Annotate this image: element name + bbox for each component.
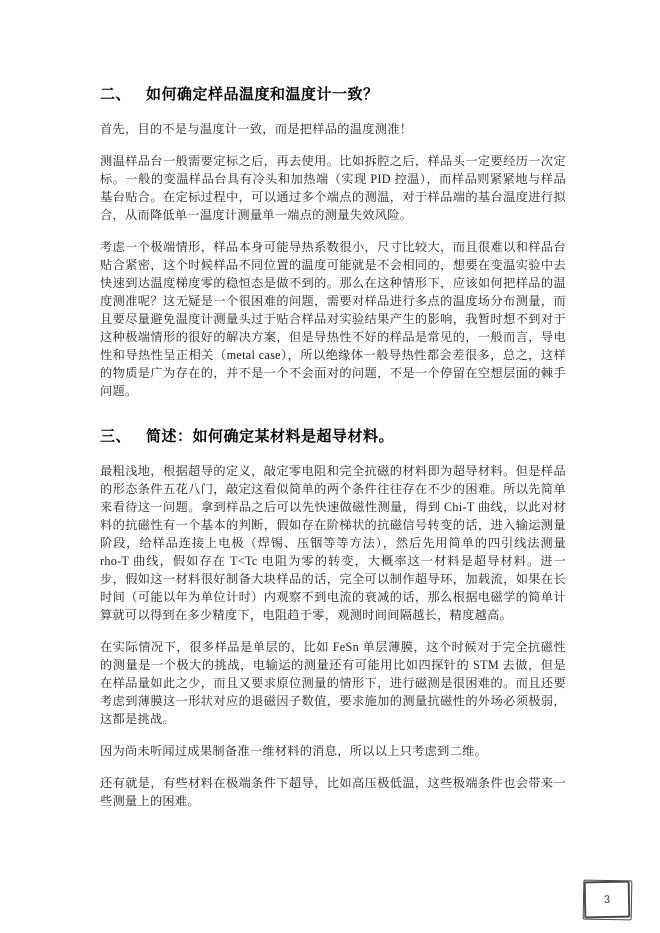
section-heading: [100, 84, 566, 104]
section-title: 简述：如何确定某材料是超导材料。: [146, 427, 395, 445]
paragraph: 测温样品台一般需要定标之后，再去使用。比如拆腔之后，样品头一定要经历一次定标。一般的变温样品台具有冷头和加热端（实现 PID 控温），而样品则紧紧地与样品基台贴合。在定标过程中，可以通过多个端点的测温，对于样品端的基台温度进行拟合，从而降低单一温度计测量单一端点的测量失效风险。: [100, 154, 566, 222]
paragraph: 还有就是，有些材料在极端条件下超导，比如高压极低温，这些极端条件也会带来一些测量上的困难。: [100, 776, 566, 808]
section-heading: [100, 426, 566, 446]
section-title: 如何确定样品温度和温度计一致？: [146, 85, 379, 103]
paragraph: 因为尚未听闻过成果制备准一维材料的消息，所以以上只考虑到二维。: [100, 744, 488, 758]
section-superconductor: [100, 426, 566, 810]
section-number: 二、: [100, 85, 132, 103]
section-number: 三、: [100, 427, 132, 445]
page-number-box: [584, 881, 631, 919]
paragraph: 最粗浅地，根据超导的定义，敲定零电阻和完全抗磁的材料即为超导材料。但是样品的形态条件五花八门，敲定这看似简单的两个条件往往存在不少的困难。所以先简单来看待这一问题。拿到样品之后可以先快速做磁性测量，得到 Chi-T 曲线，以此对材料的抗磁性有一个基本的判断，假如存在阶梯状的抗磁信号转变的话，进入输运测量阶段，给样品连接上电极（焊锡、压铟等等方法），然后先用简单的四引线法测量 rho-T 曲线，假如存在 T<Tc 电阻为零的转变，大概率这一材料是超导材料。进一步，假如这一材料很好制备大块样品的话，完全可以制作超导环，加载流，如果在长时间（可能以年为单位计时）内观察不到电流的衰减的话，那么根据电磁学的简单计算就可以得到在多少精度下，电阻趋于零，观测时间间隔越长，精度越高。: [100, 464, 566, 622]
document-content: [100, 84, 566, 810]
section-temperature: [100, 84, 566, 400]
paragraph: 考虑一个极端情形，样品本身可能导热系数很小，尺寸比较大，而且很难以和样品台贴合紧密，这个时候样品不同位置的温度可能就是不会相同的，想要在变温实验中去快速到达温度梯度零的稳恒态是做不到的。那么在这种情形下，应该如何把样品的温度测准呢？这无疑是一个很困难的问题，需要对样品进行多点的温度场分布测量，而且要尽量避免温度计测量头过于贴合样品对实验结果产生的影响，我暂时想不到对于这种极端情形的很好的解决方案，但是导热性不好的样品是常见的，一般而言，导电性和导热性呈正相关（metal case），所以绝缘体一般导热性都会差很多，总之，这样的物质是广为存在的，并不是一个不会面对的问题，不是一个停留在空想层面的棘手问题。: [100, 240, 566, 398]
paragraph: 首先，目的不是与温度计一致，而是把样品的温度测准！: [100, 122, 413, 136]
page-number: 3: [603, 893, 611, 906]
paragraph: 在实际情况下，很多样品是单层的，比如 FeSn 单层薄膜，这个时候对于完全抗磁性的测量是一个极大的挑战，电输运的测量还有可能用比如四探针的 STM 去做，但是在样品量如此之少，而且又要求原位测量的情形下，进行磁测是很困难的。而且还要考虑到薄膜这一形状对应的退磁因子数值，要求施加的测量抗磁性的外场必须极弱，这都是挑战。: [100, 640, 566, 726]
